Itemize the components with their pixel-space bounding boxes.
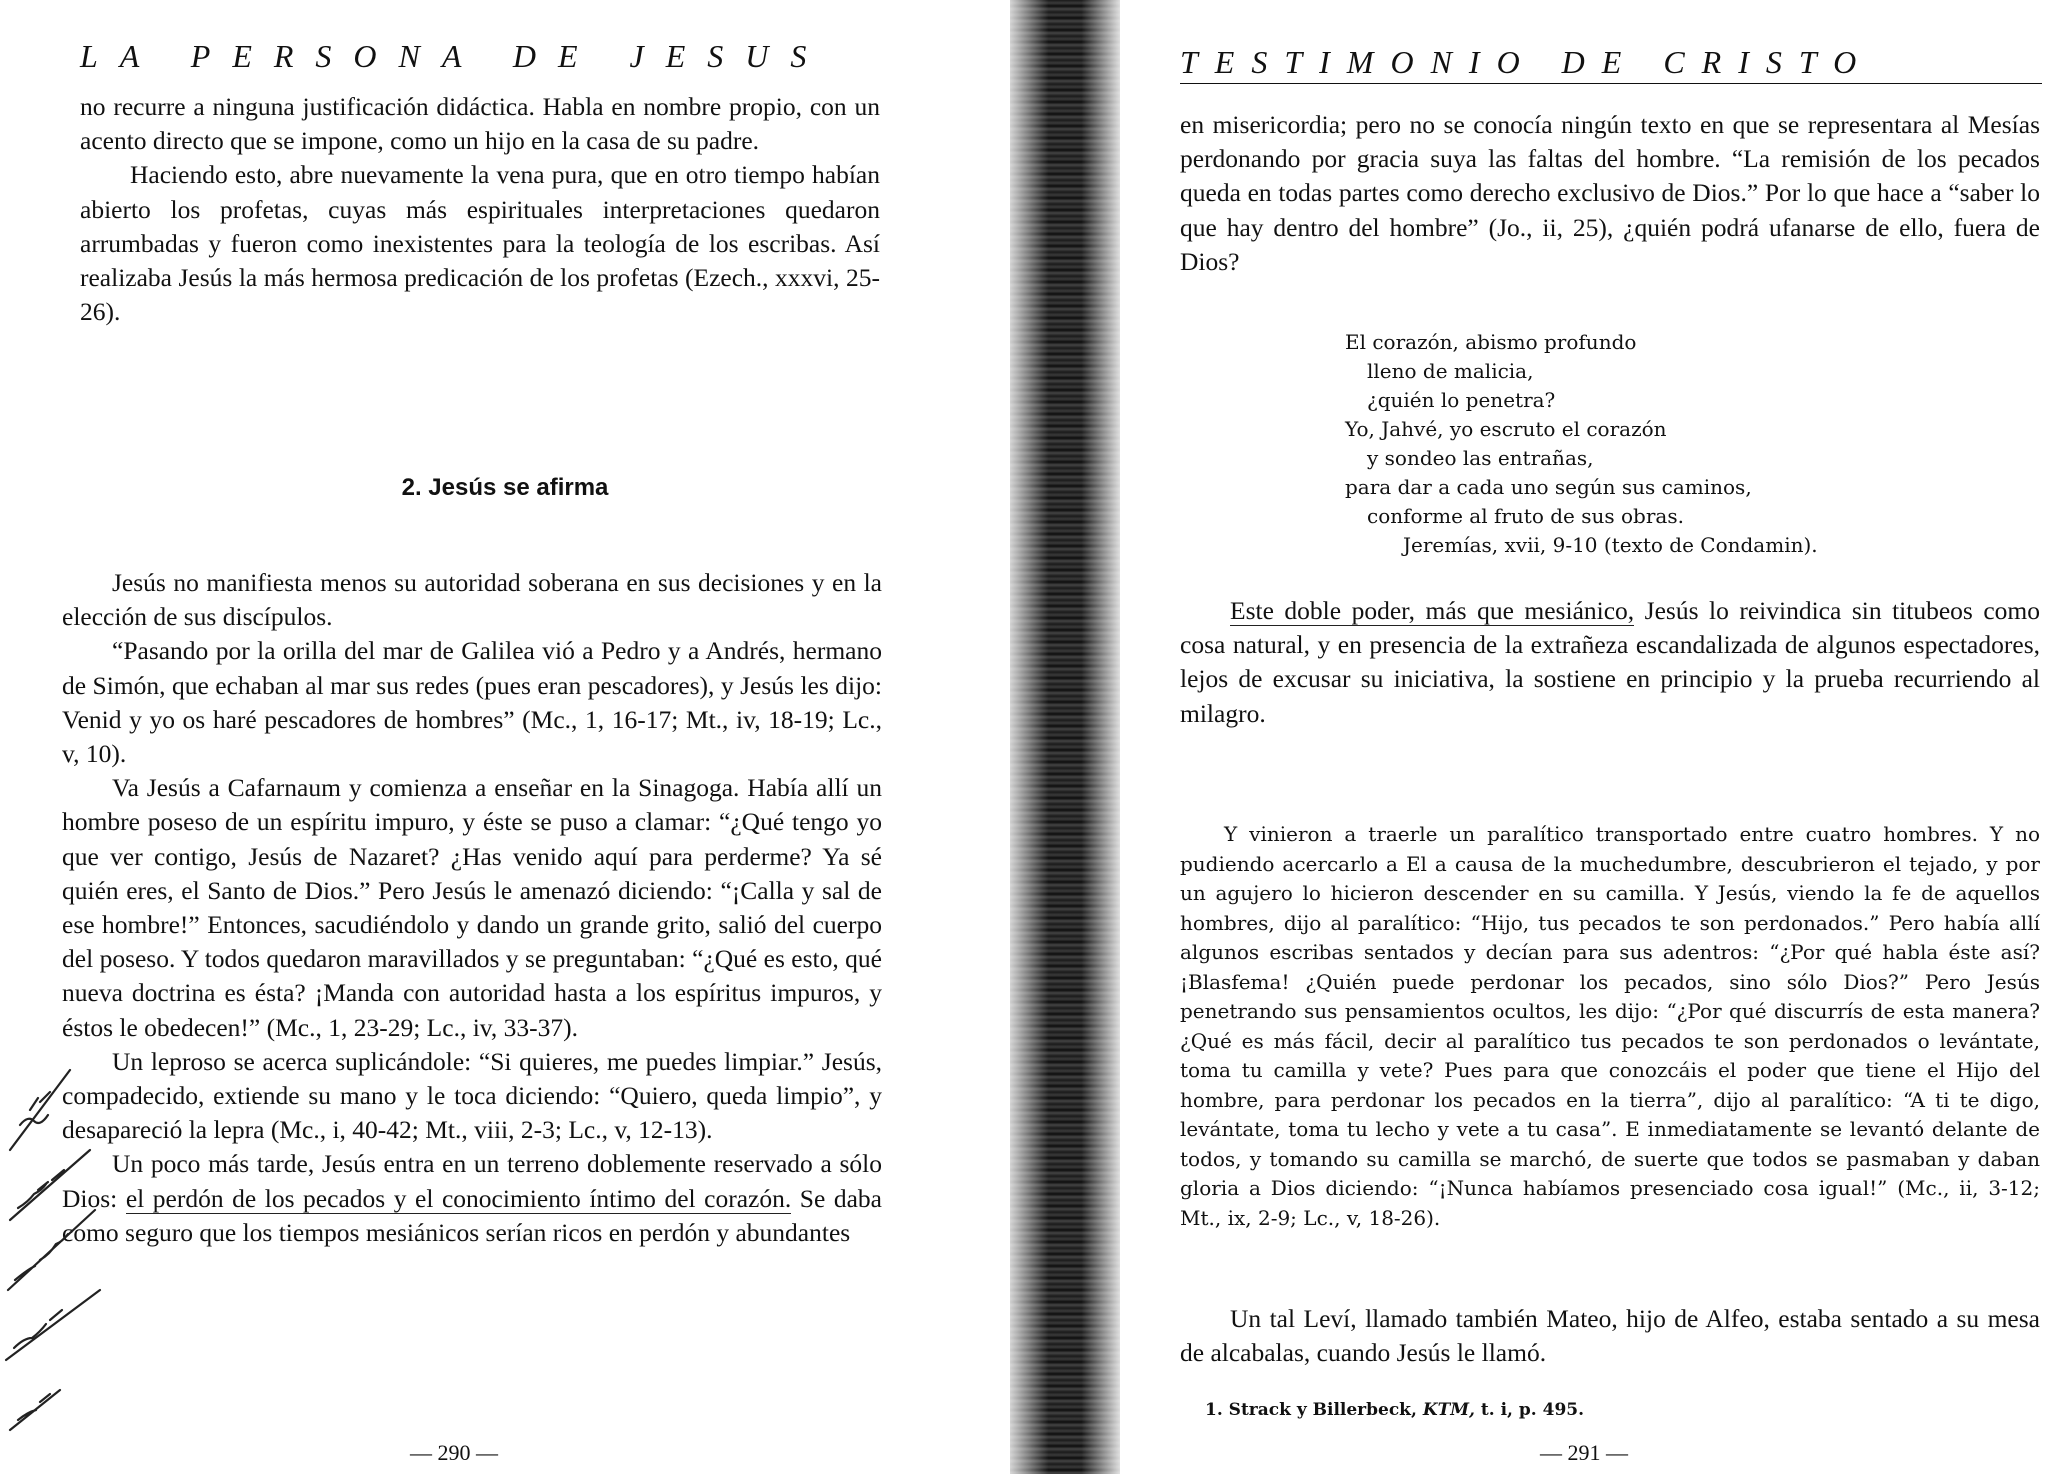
poem-line: El corazón, abismo profundo: [1345, 330, 1637, 354]
paragraph: Un leproso se acerca suplicándole: “Si quieres, me puedes limpiar.” Jesús, compadecido, extiende su mano y le toca diciendo: “Quiero, queda limpio”, y desapareció la lepra (Mc., i, 40-42; Mt., viii, 2-3; Lc., v, 12-13).: [62, 1046, 882, 1145]
handwritten-margin-note: [0, 1040, 120, 1460]
footnote-number: 1.: [1205, 1400, 1223, 1420]
poem-line: Yo, Jahvé, yo escruto el corazón: [1345, 417, 1667, 441]
right-last-text: [1180, 1302, 2040, 1370]
header-rule: [1180, 83, 2042, 84]
right-mid-text: [1180, 594, 2040, 731]
paragraph: “Pasando por la orilla del mar de Galilea vió a Pedro y a Andrés, hermano de Simón, que echaban al mar sus redes (pues eran pescadores), y Jesús les dijo: Venid y yo os haré pescadores de hombres” (Mc., 1, 16-17; Mt., iv, 18-19; Lc., v, 10).: [62, 636, 882, 769]
right-running-head: TESTIMONIO DE CRISTO: [1180, 44, 1874, 80]
poem-source: Jeremías, xvii, 9-10 (texto de Condamin).: [1403, 533, 1818, 557]
footnote: [1205, 1400, 1584, 1420]
left-top-text: [80, 90, 880, 329]
left-main-text: [62, 566, 882, 1250]
left-page: [0, 0, 1020, 1474]
poem-quotation: [1345, 328, 1818, 560]
paragraph: Y vinieron a traerle un paralítico transportado entre cuatro hombres. Y no pudiendo acercarlo a El a causa de la muchedumbre, descubrieron el tejado, y por un agujero lo hicieron descender en su camilla. Y Jesús, viendo la fe de aquellos hombres, dijo al paralítico: “Hijo, tus pecados te son perdonados.” Pero había allí algunos escribas sentados y decían para sus adentros: “¿Por qué habla éste así? ¡Blasfema! ¿Quién puede perdonar los pecados, sino sólo Dios?” Pero Jesús penetrando sus pensamientos ocultos, les dijo: “¿Por qué discurrís de esta manera? ¿Qué es más fácil, decir al paralítico tus pecados te son perdonados o levántate, toma tu camilla y vete? Pues para que conozcáis el poder que tiene el Hijo del hombre, para perdonar los pecados en la tierra”, dijo al paralítico: “A ti te digo, levántate, toma tu lecho y vete a tu casa”. E inmediatamente se levantó delante de todos, y tomando su camilla se marchó, de suerte que todos se pasmaban y daban gloria a Dios diciendo: “¡Nunca habíamos presenciado cosa igual!” (Mc., ii, 3-12; Mt., ix, 2-9; Lc., v, 18-26).: [1180, 822, 2040, 1230]
poem-line: ¿quién lo penetra?: [1367, 388, 1556, 412]
text-run: Un poco más tarde, Jesús entra en un terreno doblemente reservado a sólo Dios:: [62, 1149, 882, 1213]
paragraph: [62, 1147, 882, 1250]
left-running-head: LA PERSONA DE JESUS: [80, 38, 829, 74]
poem-line: conforme al fruto de sus obras.: [1367, 504, 1684, 528]
paragraph: Va Jesús a Cafarnaum y comienza a enseñar en la Sinagoga. Había allí un hombre poseso de un espíritu impuro, y éste se puso a clamar: “¿Qué tengo yo que ver contigo, Jesús de Nazaret? ¿Has venido aquí para perderme? Ya sé quién eres, el Santo de Dios.” Pero Jesús le amenazó diciendo: “¡Calla y sal de ese hombre!” Entonces, sacudiéndolo y dando un grande grito, salió del cuerpo del poseso. Y todos quedaron maravillados y se preguntaban: “¿Qué es esto, qué nueva doctrina es ésta? ¡Manda con autoridad hasta a los espíritus impuros, y éstos le obedecen!” (Mc., 1, 23-29; Lc., iv, 33-37).: [62, 773, 882, 1042]
right-page: [1080, 0, 2048, 1474]
text-run: Jesús lo reivindica sin titubeos como cosa natural, y en presencia de la extrañeza escandalizada de algunos espectadores, lejos de excusar su iniciativa, la sostiene en principio y la prueba recurriendo al milagro.: [1180, 596, 2041, 728]
paragraph: en misericordia; pero no se conocía ningún texto en que se representara al Mesías perdonando por gracia suya las faltas del hombre. “La remisión de los pecados queda en todas partes como derecho exclusivo de Dios.” Por lo que hace a “saber lo que hay dentro del hombre” (Jo., ii, 25), ¿quién podrá ufanarse de ello, fuera de Dios?: [1180, 110, 2040, 276]
section-heading: 2. Jesús se afirma: [401, 474, 609, 501]
paragraph: [1180, 594, 2040, 731]
poem-line: y sondeo las entrañas,: [1367, 446, 1594, 470]
underlined-text: el perdón de los pecados y el conocimiento íntimo del corazón.: [125, 1183, 792, 1213]
poem-line: lleno de malicia,: [1367, 359, 1534, 383]
footnote-work: KTM,: [1422, 1400, 1475, 1420]
paragraph: Un tal Leví, llamado también Mateo, hijo de Alfeo, estaba sentado a su mesa de alcabalas, cuando Jesús le llamó.: [1180, 1304, 2040, 1368]
paragraph: Jesús no manifiesta menos su autoridad soberana en sus decisiones y en la elección de sus discípulos.: [62, 568, 882, 632]
paragraph: no recurre a ninguna justificación didáctica. Habla en nombre propio, con un acento directo que se impone, como un hijo en la casa de su padre.: [80, 92, 880, 156]
right-top-text: [1180, 108, 2040, 279]
poem-line: para dar a cada uno según sus caminos,: [1345, 475, 1752, 499]
footnote-authors: Strack y Billerbeck,: [1228, 1400, 1417, 1420]
right-quoted-passage: [1180, 820, 2040, 1233]
footnote-ref: t. i, p. 495.: [1480, 1400, 1585, 1420]
paragraph: Haciendo esto, abre nuevamente la vena pura, que en otro tiempo habían abierto los profetas, cuyas más espirituales interpretaciones quedaron arrumbadas y fueron como inexistentes para la teología de los escribas. Así realizaba Jesús la más hermosa predicación de los profetas (Ezech., xxxvi, 25-26).: [80, 160, 880, 327]
underlined-text: Este doble poder, más que mesiánico,: [1230, 596, 1635, 625]
left-page-number: — 290 —: [410, 1440, 498, 1465]
text-run: Se daba como seguro que los tiempos mesiánicos serían ricos en perdón y abundantes: [62, 1183, 882, 1247]
right-page-number: — 291 —: [1540, 1440, 1628, 1465]
